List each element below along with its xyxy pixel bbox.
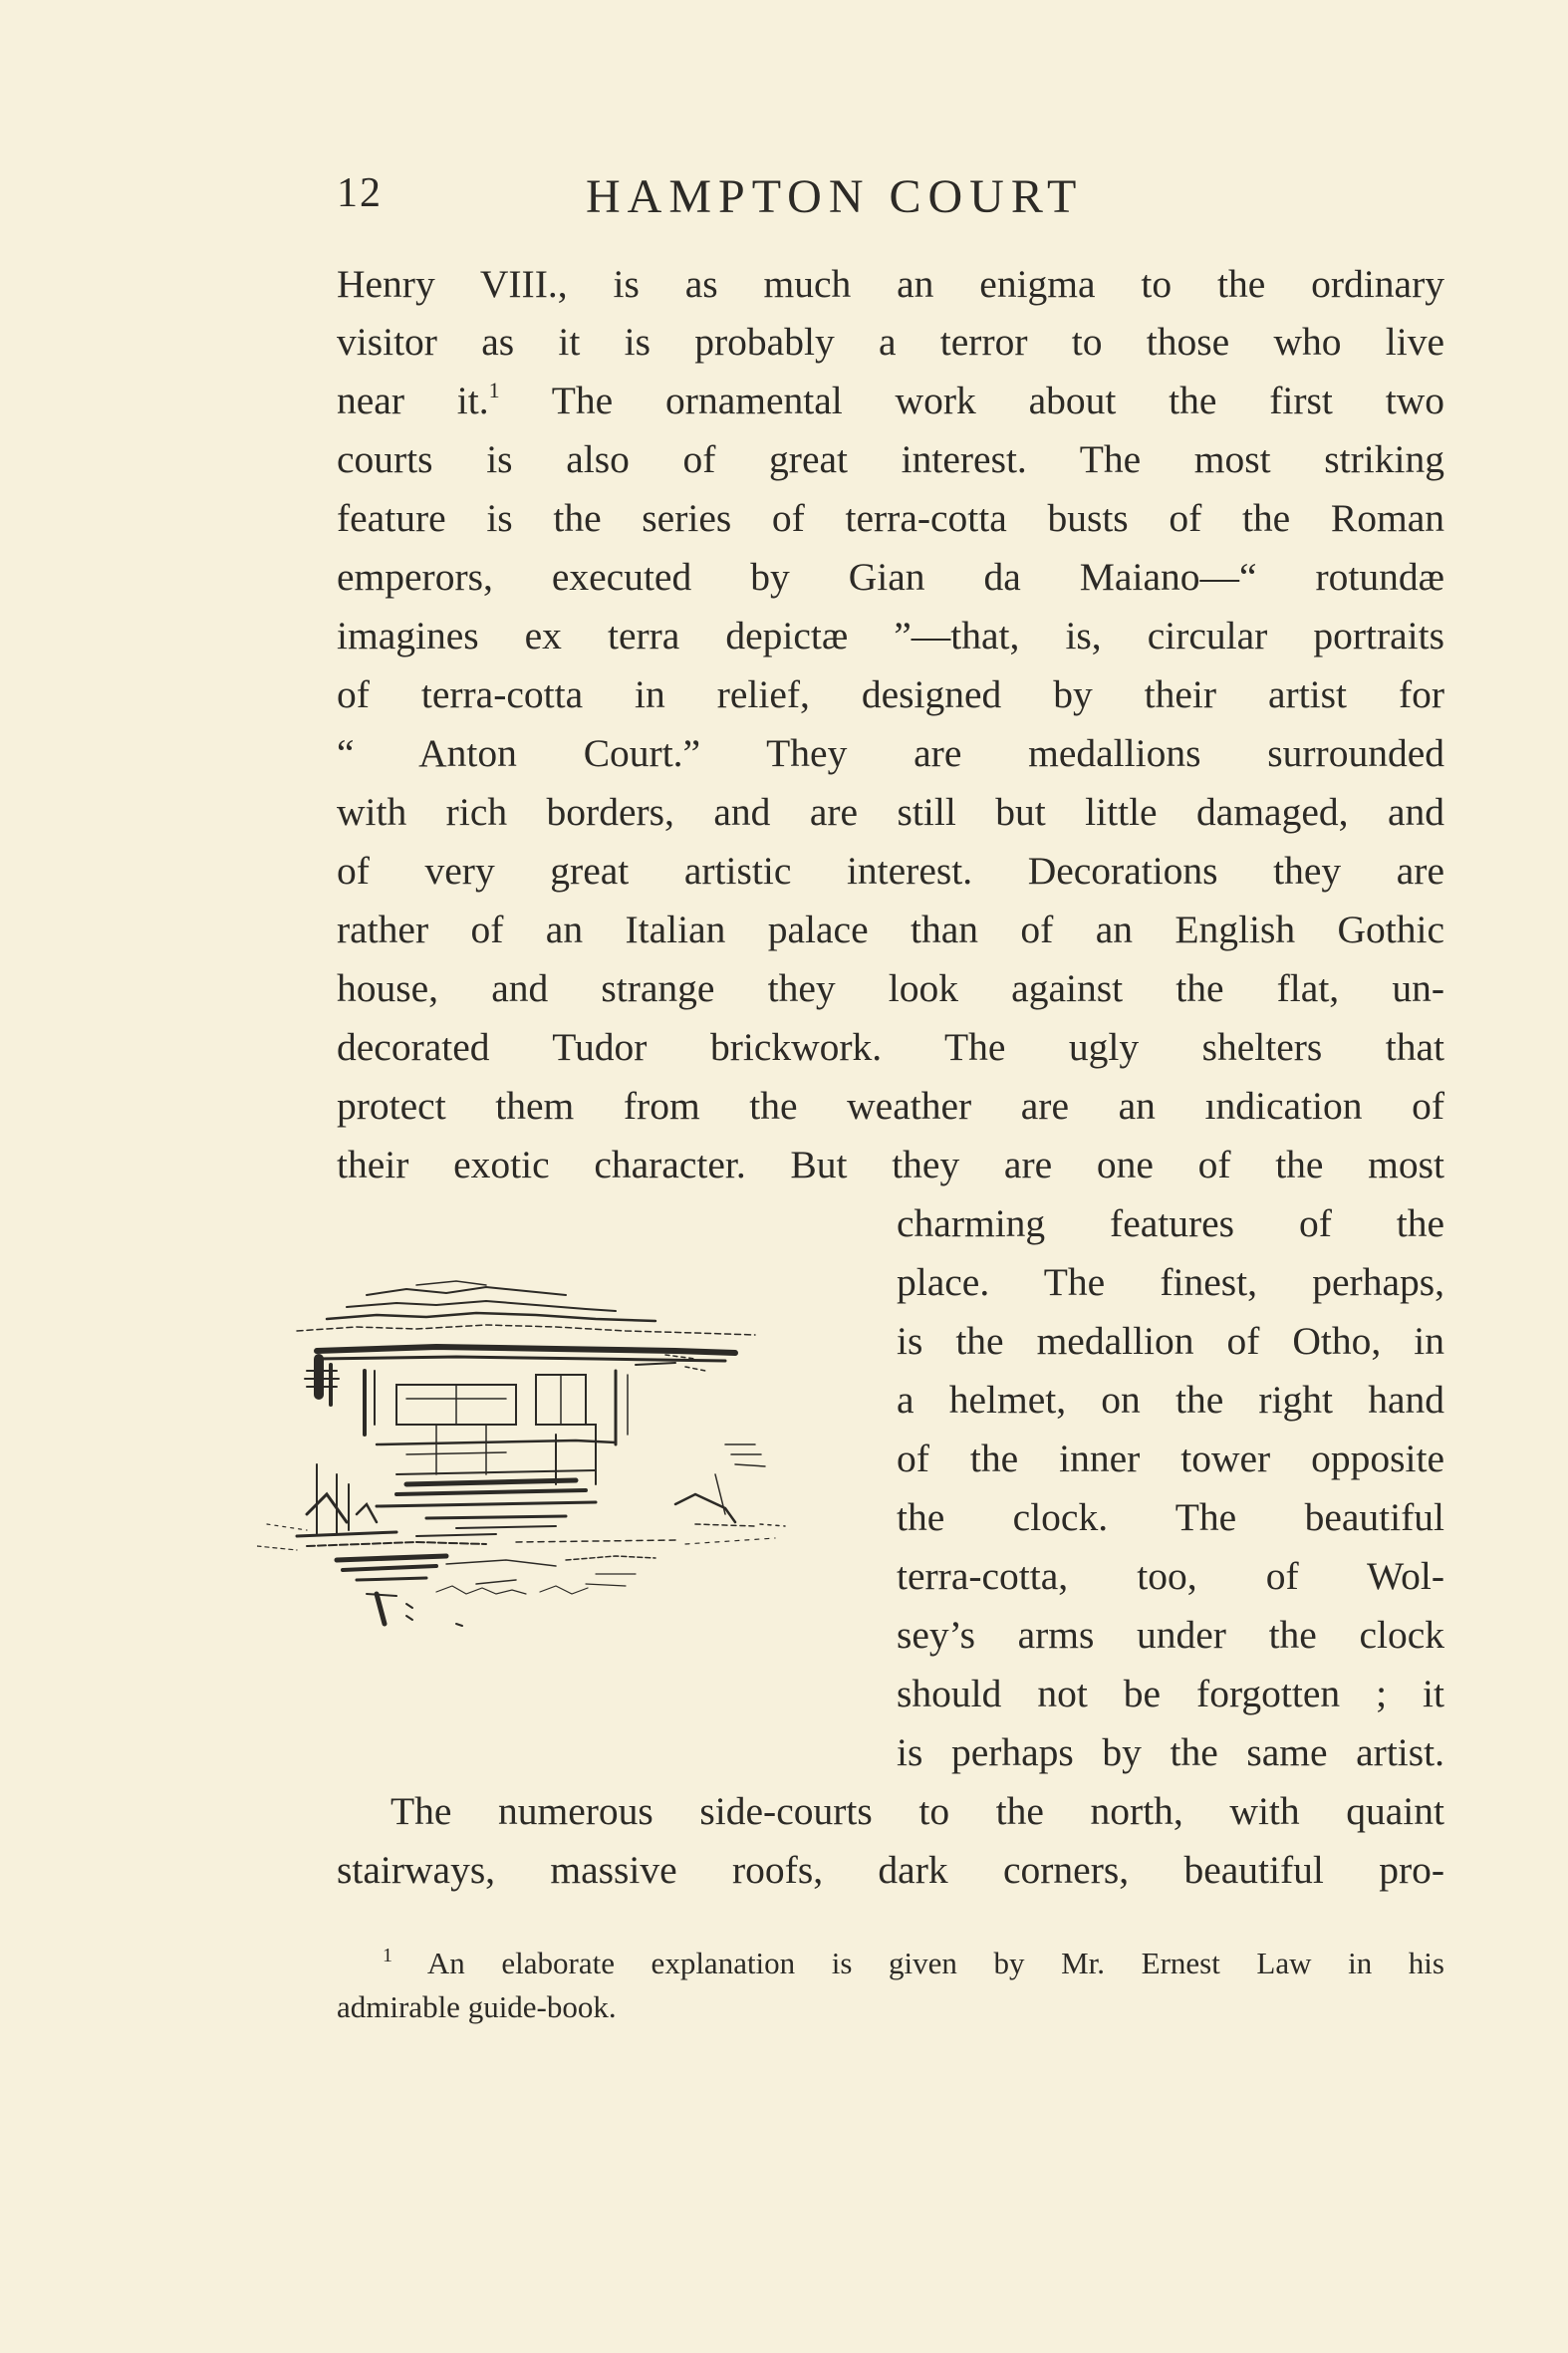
- footnote-line: [383, 1943, 1444, 1984]
- text-line: protect them from the weather are an ındication of: [337, 1084, 1444, 1128]
- text-line: rather of an Italian palace than of an English Gothic: [337, 908, 1444, 951]
- page-number: 12: [337, 170, 383, 216]
- text-line: feature is the series of terra-cotta busts of the Roman: [337, 496, 1444, 540]
- text-line: of the inner tower opposite: [897, 1437, 1444, 1480]
- text-fragment: The ornamental work about the first two: [551, 379, 1444, 422]
- footnote-reference: 1: [488, 378, 500, 402]
- footnote-mark: 1: [383, 1945, 392, 1966]
- text-fragment: near it.: [337, 379, 489, 422]
- text-line: the clock. The beautiful: [897, 1495, 1444, 1539]
- text-line: courts is also of great interest. The most striking: [337, 437, 1444, 481]
- footnote-text: An elaborate explanation is given by Mr. Ernest Law in his: [426, 1946, 1444, 1980]
- sketch-drawing: [257, 1275, 835, 1743]
- text-line: emperors, executed by Gian da Maiano—“ rotundæ: [337, 555, 1444, 599]
- text-line: a helmet, on the right hand: [897, 1378, 1444, 1422]
- architectural-sketch-illustration: [257, 1275, 835, 1743]
- running-title: HAMPTON COURT: [586, 170, 1084, 223]
- text-line: should not be forgotten ; it: [897, 1672, 1444, 1715]
- text-line: sey’s arms under the clock: [897, 1613, 1444, 1657]
- text-line: of very great artistic interest. Decorations they are: [337, 849, 1444, 893]
- text-line: with rich borders, and are still but little damaged, and: [337, 790, 1444, 834]
- text-line: “ Anton Court.” They are medallions surrounded: [337, 731, 1444, 775]
- text-line: is the medallion of Otho, in: [897, 1319, 1444, 1363]
- text-line: place. The finest, perhaps,: [897, 1260, 1444, 1304]
- text-line: Henry VIII., is as much an enigma to the ordinary: [337, 262, 1444, 306]
- text-line: charming features of the: [897, 1201, 1444, 1245]
- text-line: visitor as it is probably a terror to those who live: [337, 320, 1444, 364]
- text-line: of terra-cotta in relief, designed by their artist for: [337, 672, 1444, 716]
- text-line: The numerous side-courts to the north, with quaint: [391, 1789, 1444, 1833]
- text-line: terra-cotta, too, of Wol-: [897, 1554, 1444, 1598]
- running-header: [337, 169, 1452, 229]
- text-line: their exotic character. But they are one of the most: [337, 1143, 1444, 1186]
- text-line: is perhaps by the same artist.: [897, 1730, 1444, 1774]
- text-line: [337, 376, 1444, 425]
- text-line: stairways, massive roofs, dark corners, beautiful pro-: [337, 1848, 1444, 1892]
- text-line: house, and strange they look against the flat, un-: [337, 966, 1444, 1010]
- text-line: imagines ex terra depictæ ”—that, is, circular portraits: [337, 614, 1444, 657]
- text-line: decorated Tudor brickwork. The ugly shelters that: [337, 1025, 1444, 1069]
- footnote-line: admirable guide-book.: [337, 1989, 617, 2024]
